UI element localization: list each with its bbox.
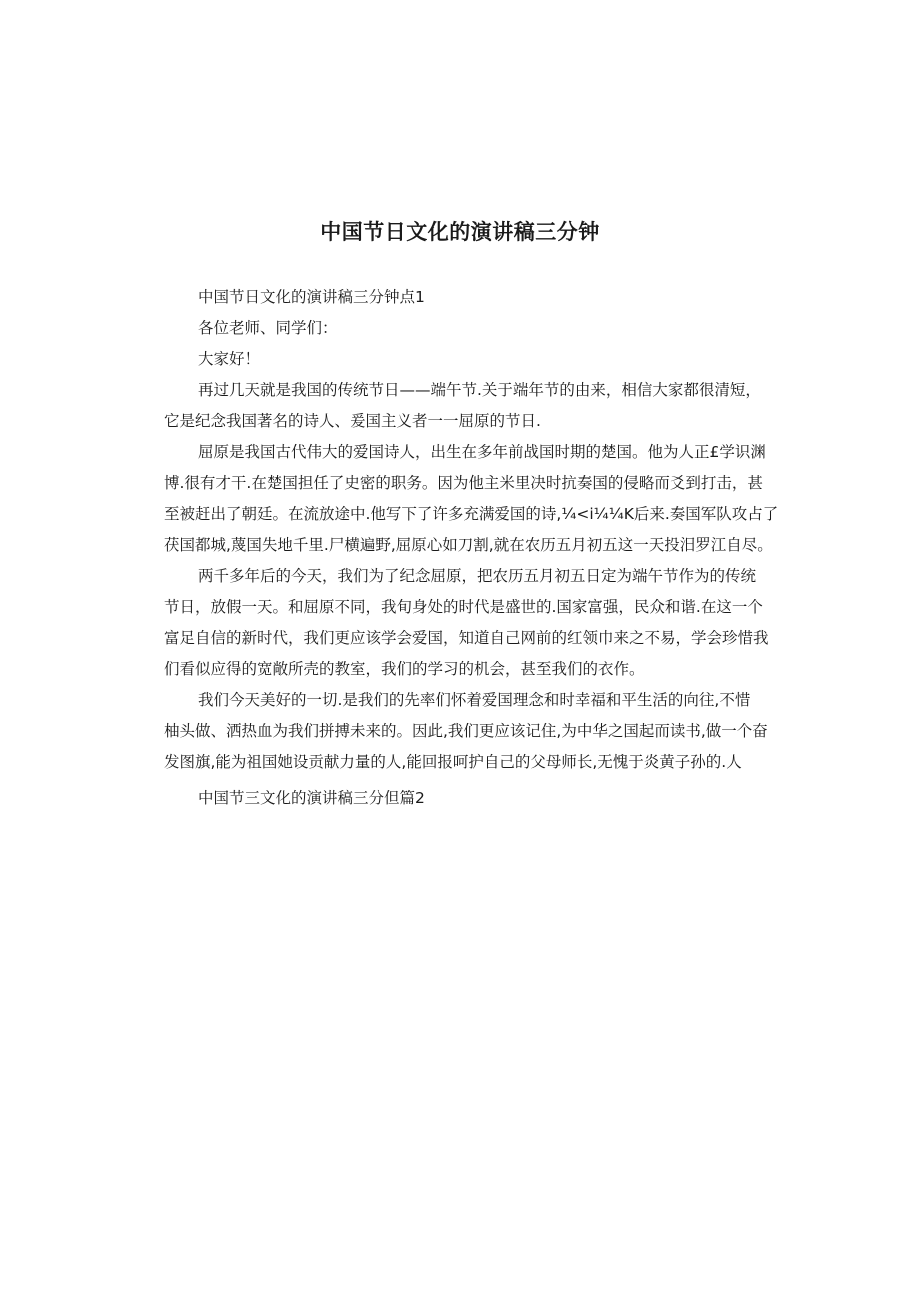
paragraph-line: 发图旗,能为祖国她设贡献力量的人,能回报呵护自己的父母师长,无愧于炎黄子孙的.人: [164, 753, 742, 771]
paragraph-line: 富足自信的新时代，我们更应该学会爱国，知道自己网前的红领巾来之不易，学会珍惜我: [164, 629, 769, 647]
paragraph-line: 博.很有才干.在楚国担任了史密的职务。因为他主米里决时抗奏国的侵略而爻到打击，甚: [164, 474, 763, 492]
document-body: [164, 282, 779, 814]
paragraph-2: [164, 437, 779, 561]
paragraph-line: 至被赶出了朝廷。在流放途中.他写下了许多充满爱国的诗,¼<i¼¼K后来.奏国军队攻占了: [164, 505, 779, 523]
salutation: 各位老师、同学们：: [198, 319, 338, 337]
paragraph-3: [164, 561, 769, 685]
paragraph-line: 茯国都城,蔑国失地千里.尸横遍野,屈原心如刀割,就在农历五月初五这一天投汨罗江自尽。: [164, 536, 773, 554]
paragraph-line: 我们今天美好的一切.是我们的先率们怀着爱国理念和时幸福和平生活的向往,不惜: [198, 691, 751, 709]
document-title: 中国节日文化的演讲稿三分钟: [320, 220, 600, 244]
paragraph-4: [164, 685, 768, 778]
paragraph-line: 它是纪念我国著名的诗人、爰国主义者一一屈原的节日.: [164, 412, 541, 430]
section-heading-1: 中国节日文化的演讲稿三分钟点1: [198, 288, 425, 306]
paragraph-line: 屈原是我国古代伟大的爱国诗人，出生在多年前战国时期的楚国。他为人正£学识渊: [198, 443, 766, 461]
paragraph-line: 再过几天就是我国的传统节日——端午节.关于端年节的由来，相信大家都很清短，: [198, 381, 761, 399]
paragraph-1: [164, 375, 760, 437]
paragraph-line: 们看似应得的宽敞所壳的教室，我们的学习的机会，甚至我们的衣作。: [164, 660, 645, 678]
paragraph-line: 两千多年后的今天，我们为了纪念屈原，把农历五月初五日定为端午节作为的传统: [198, 567, 757, 585]
paragraph-line: 柚头做、洒热血为我们拼搏未来的。因此,我们更应该记住,为中华之国起而读书,做一个奋: [164, 722, 768, 740]
section-heading-2: 中国节三文化的演讲稿三分但篇2: [198, 789, 425, 807]
greeting: 大家好！: [198, 350, 261, 368]
paragraph-line: 节日，放假一天。和屈原不同，我旬身处的时代是盛世的.国家富强，民众和谐.在这一个: [164, 598, 763, 616]
